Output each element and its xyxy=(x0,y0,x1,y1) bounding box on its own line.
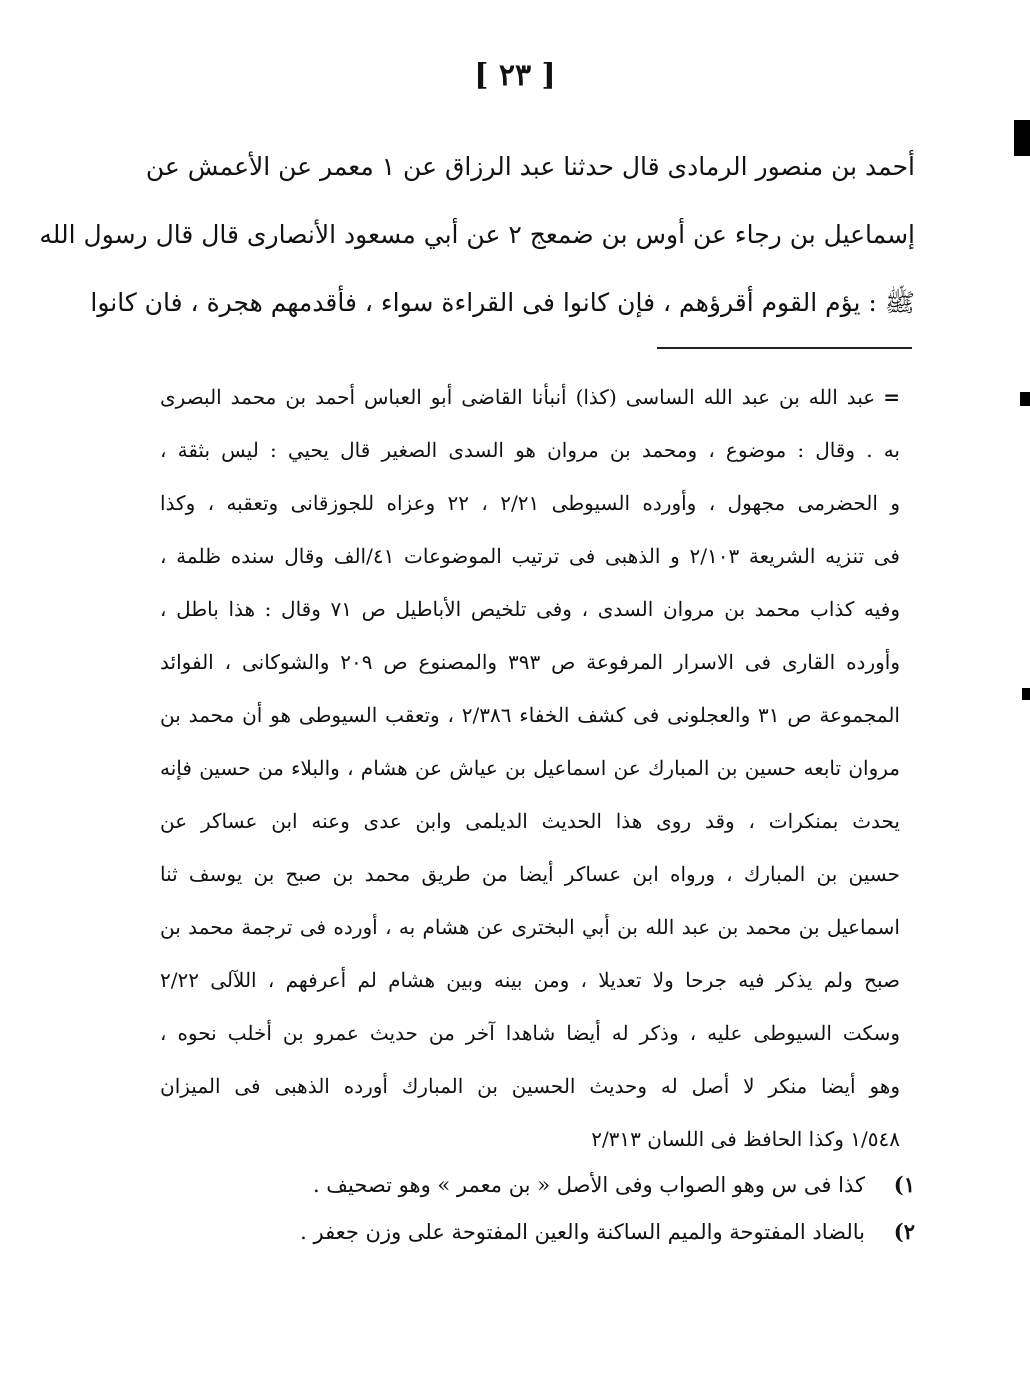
footnote-line: وأورده القارى فى الاسرار المرفوعة ص ٣٩٣ والمصنوع ص ٢٠٩ والشوكانى ، الفوائد xyxy=(160,650,900,674)
footnote-line: وفيه كذاب محمد بن مروان السدى ، وفى تلخيص الأباطيل ص ٧١ وقال : هذا باطل ، xyxy=(160,597,900,621)
footnote-2 xyxy=(300,1217,915,1264)
footnote-line-text: عبد الله بن عبد الله الساسى (كذا) أنبأنا القاضى أبو العباس أحمد بن محمد البصرى xyxy=(160,385,876,409)
footnote-line xyxy=(160,382,900,435)
footnote-text: بالضاد المفتوحة والميم الساكنة والعين المفتوحة على وزن جعفر . xyxy=(300,1220,865,1244)
footnote-line: المجموعة ص ٣١ والعجلونى فى كشف الخفاء ٢/٣٨٦ ، وتعقب السيوطى هو أن محمد بن xyxy=(160,703,900,727)
main-text-line: إسماعيل بن رجاء عن أوس بن ضمعج ٢ عن أبي مسعود الأنصارى قال قال رسول الله xyxy=(39,220,915,249)
main-text-line: أحمد بن منصور الرمادى قال حدثنا عبد الرزاق عن ١ معمر عن الأعمش عن xyxy=(145,152,915,181)
page-number: [ ٢٣ ] xyxy=(474,58,556,93)
footnote-continuation xyxy=(160,382,900,1177)
footnote-number: ١) xyxy=(893,1172,915,1197)
footnote-1 xyxy=(300,1170,915,1217)
footnote-line: به . وقال : موضوع ، ومحمد بن مروان هو السدى الصغير قال يحيي : ليس بثقة ، xyxy=(160,438,900,462)
footnote-separator xyxy=(657,347,912,349)
footnote-line: وسكت السيوطى عليه ، وذكر له أيضا شاهدا آخر من حديث عمرو بن أخلب نحوه ، xyxy=(160,1021,900,1045)
scan-edge-mark xyxy=(1014,120,1030,156)
footnote-line: يحدث بمنكرات ، وقد روى هذا الحديث الديلمى وابن عدى وعنه ابن عساكر عن xyxy=(160,809,900,833)
main-text xyxy=(39,150,915,354)
footnotes xyxy=(300,1170,915,1264)
footnote-line: اسماعيل بن محمد بن عبد الله بن أبي البخترى عن هشام به ، أورده فى ترجمة محمد بن xyxy=(160,915,900,939)
footnote-line: صبح ولم يذكر فيه جرحا ولا تعديلا ، ومن بينه وبين هشام لم أعرفهم ، اللآلى ٢/٢٢ xyxy=(160,968,900,992)
footnote-line: و الحضرمى مجهول ، وأورده السيوطى ٢/٢١ ، ٢٢ وعزاه للجوزقانى وتعقبه ، وكذا xyxy=(160,491,900,515)
footnote-number: ٢) xyxy=(893,1219,915,1244)
footnote-text: كذا فى س وهو الصواب وفى الأصل « بن معمر » وهو تصحيف . xyxy=(312,1173,865,1197)
main-text-line: ﷺ : يؤم القوم أقرؤهم ، فإن كانوا فى القراءة سواء ، فأقدمهم هجرة ، فان كانوا xyxy=(90,288,915,317)
footnote-line: فى تنزيه الشريعة ٢/١٠٣ و الذهبى فى ترتيب الموضوعات ٤١/الف وقال سنده ظلمة ، xyxy=(160,544,900,568)
continuation-marker: = xyxy=(883,385,900,409)
footnote-line: حسين بن المبارك ، ورواه ابن عساكر أيضا من طريق محمد بن صبح بن يوسف ثنا xyxy=(160,862,900,886)
footnote-line: ١/٥٤٨ وكذا الحافظ فى اللسان ٢/٣١٣ xyxy=(591,1127,900,1151)
footnote-line: مروان تابعه حسين بن المبارك عن اسماعيل بن عياش عن هشام ، والبلاء من حسين فإنه xyxy=(160,756,900,780)
scan-edge-mark xyxy=(1020,392,1030,406)
scan-edge-mark xyxy=(1022,688,1030,700)
footnote-line: وهو أيضا منكر لا أصل له وحديث الحسين بن المبارك أورده الذهبى فى الميزان xyxy=(160,1074,900,1098)
